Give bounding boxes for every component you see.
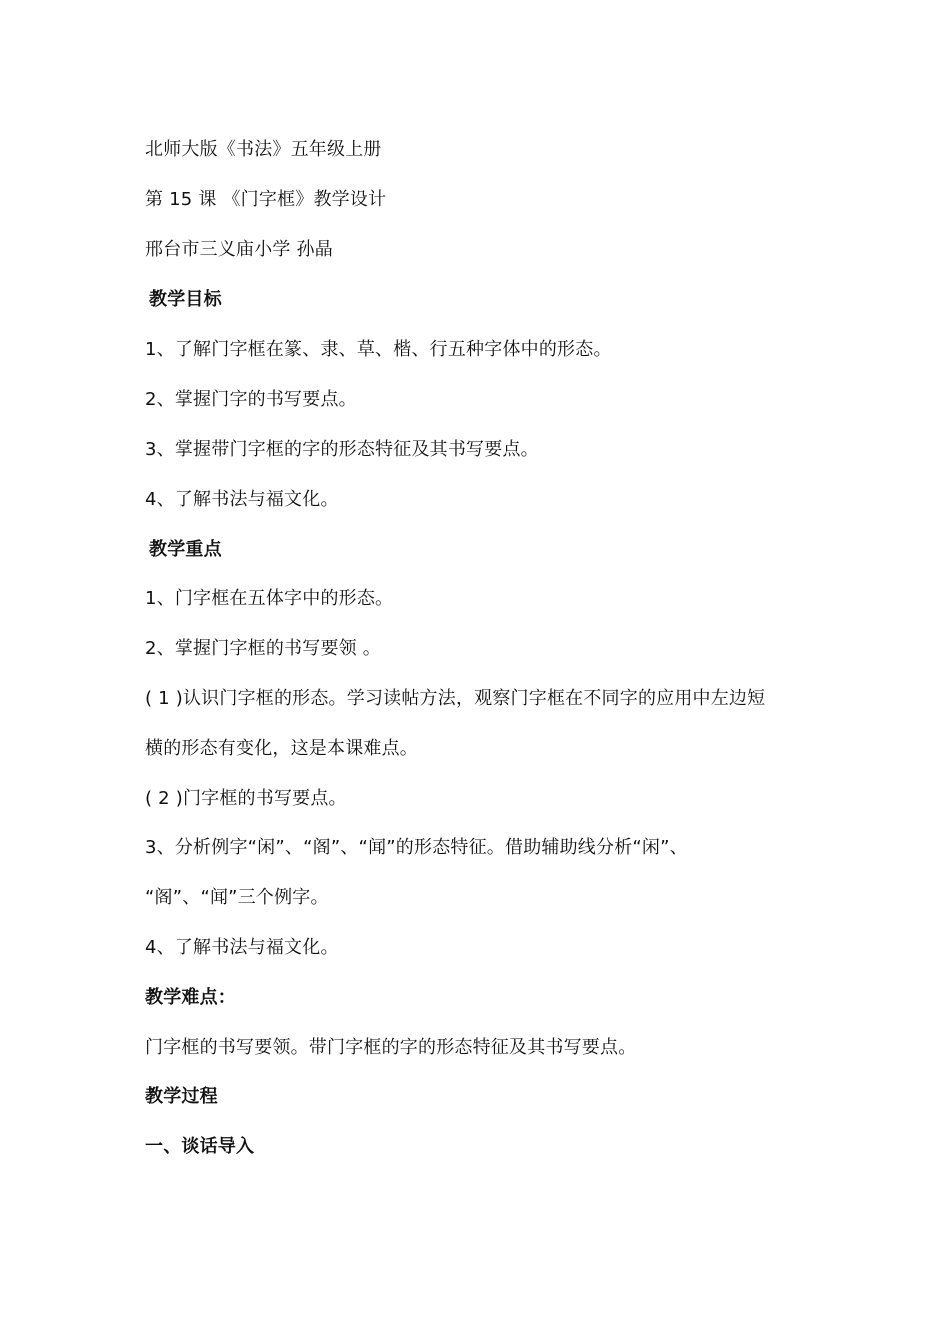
difficulties-heading: 教学难点： bbox=[145, 987, 236, 1008]
key-point-item-4: 4、了解书法与福文化。 bbox=[145, 937, 339, 958]
objectives-heading: 教学目标 bbox=[149, 289, 222, 310]
key-points-heading: 教学重点 bbox=[149, 539, 222, 560]
process-heading: 教学过程 bbox=[145, 1086, 218, 1107]
objective-item-2: 2、掌握门字的书写要点。 bbox=[145, 389, 357, 410]
key-point-sub-2: ( 2 )门字框的书写要点。 bbox=[145, 788, 347, 809]
key-point-sub-1-line-1: ( 1 )认识门字框的形态。学习读帖方法，观察门字框在不同字的应用中左边短 bbox=[145, 688, 766, 709]
key-point-item-2: 2、掌握门字框的书写要领 。 bbox=[145, 638, 381, 659]
key-point-item-3-line-2: “阁”、“闻”三个例字。 bbox=[145, 887, 329, 908]
key-point-item-1: 1、门字框在五体字中的形态。 bbox=[145, 588, 394, 609]
objective-item-1: 1、了解门字框在篆、隶、草、楷、行五种字体中的形态。 bbox=[145, 339, 612, 360]
process-section-1: 一、谈话导入 bbox=[145, 1136, 255, 1157]
key-point-sub-1-line-2: 横的形态有变化，这是本课难点。 bbox=[145, 738, 418, 759]
lesson-title: 第 15 课 《门字框》教学设计 bbox=[145, 189, 387, 210]
difficulties-text: 门字框的书写要领。带门字框的字的形态特征及其书写要点。 bbox=[145, 1037, 637, 1058]
key-point-item-3-line-1: 3、分析例字“闲”、“阁”、“闻”的形态特征。借助辅助线分析“闲”、 bbox=[145, 837, 688, 858]
objective-item-4: 4、了解书法与福文化。 bbox=[145, 489, 339, 510]
author-line: 邢台市三义庙小学 孙晶 bbox=[145, 239, 333, 260]
objective-item-3: 3、掌握带门字框的字的形态特征及其书写要点。 bbox=[145, 439, 539, 460]
document-title: 北师大版《书法》五年级上册 bbox=[145, 139, 382, 160]
